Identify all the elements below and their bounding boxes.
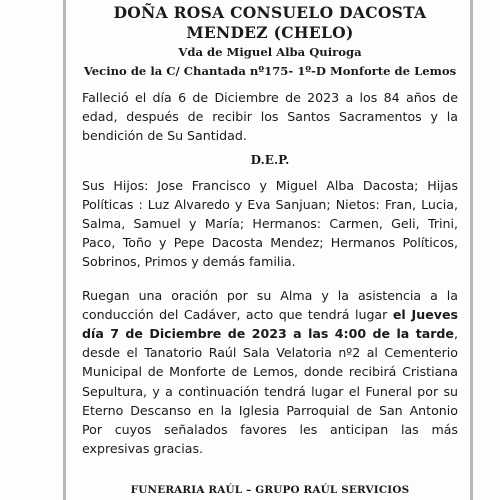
ceremony-rest-text: , desde el Tanatorio Raúl Sala Velatoria nº2 al Cementerio Municipal de Monforte de Lemos, donde recibirá Cristiana Sepultura, y a continuación tendrá lugar el Funeral por su Eterno Descanso en la Iglesia Parroquial de San Antonio Por cuyos señalados favores les anticipan las más expresivas gracias. [82,326,458,457]
address-line: Vecino de la C/ Chantada nº175- 1º-D Monforte de Lemos [83,64,457,78]
funeral-home-footer: FUNERARIA RAÚL – GRUPO RAÚL SERVICIOS [130,484,410,496]
ceremony-intro-text: Ruegan una oración por su Alma y la asistencia a la conducción del Cadáver, acto que tendrá lugar [82,287,458,322]
widow-of-line: Vda de Miguel Alba Quiroga [178,45,362,59]
family-paragraph: Sus Hijos: Jose Francisco y Miguel Alba Dacosta; Hijas Políticas : Luz Alvaredo y Eva Sanjuan; Nietos: Fran, Lucia, Salma, Samuel y María; Hermanos: Carmen, Geli, Trini, Paco, Toño y Pepe Dacosta Mendez; Hermanos Políticos, Sobrinos, Primos y demás familia. [82,177,458,270]
death-notice-paragraph: Falleció el día 6 de Diciembre de 2023 a los 84 años de edad, después de recibir los Santos Sacramentos y la bendición de Su Santidad. [82,90,458,144]
right-border-line [470,0,473,500]
deceased-name-line-1: DOÑA ROSA CONSUELO DACOSTA [113,3,427,22]
ceremony-paragraph [82,286,458,459]
ceremony-date-text: el Jueves día 7 de Diciembre de 2023 a las 4:00 de la tarde [82,306,458,342]
left-border-line [63,0,66,500]
deceased-name-line-2: MENDEZ (CHELO) [186,23,354,42]
obituary-content [82,0,458,458]
dep-heading: D.E.P. [250,152,290,167]
